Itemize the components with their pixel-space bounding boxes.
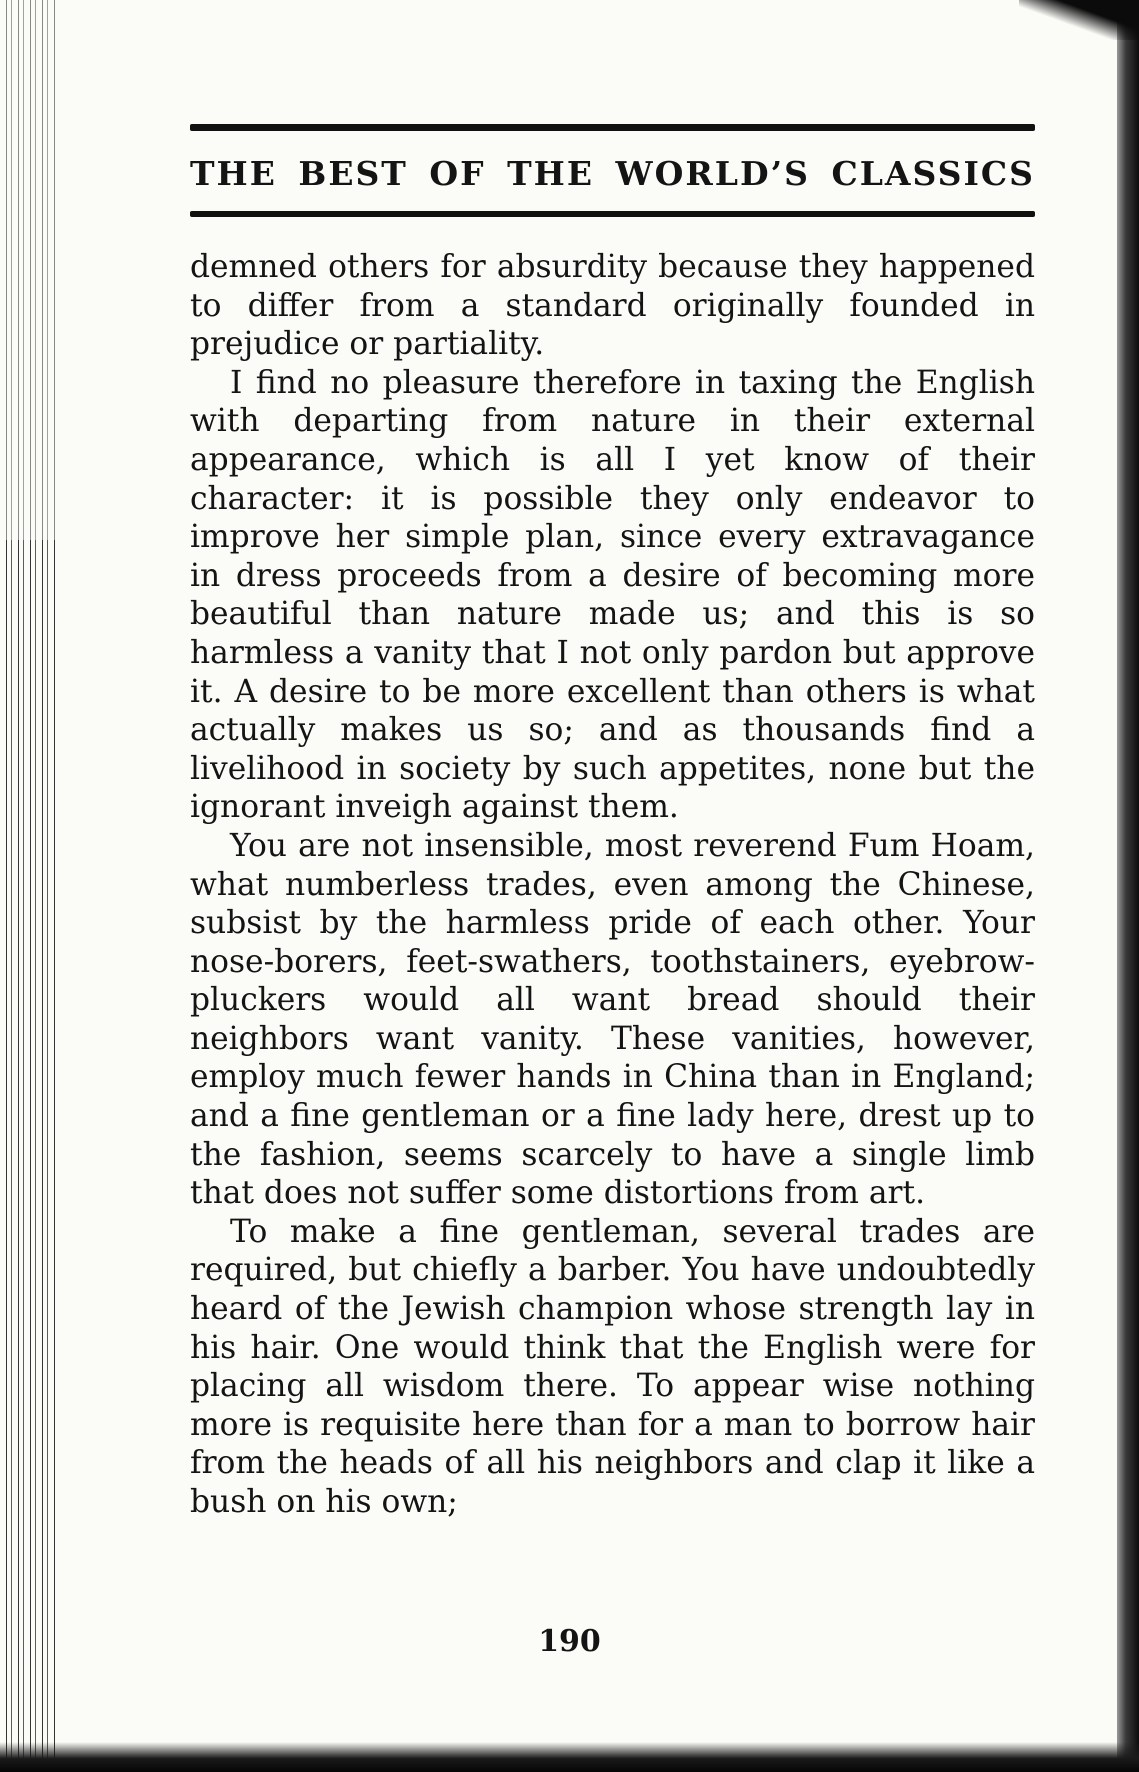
body-text [190,248,1035,1522]
binding-shadow-lower [0,540,58,1772]
page-number: 190 [538,1624,601,1659]
header-rule-top [190,124,1035,131]
paragraph: To make a fine gentleman, several trades are required, but chiefly a barber. You have undoubtedly heard of the Jewish champion whose strength lay in his hair. One would think that the English were for placing all wisdom there. To appear wise nothing more is requisite here than for a man to borrow hair from the heads of all his neighbors and clap it like a bush on his own; [190,1213,1035,1520]
page-edge-bottom [0,1742,1139,1772]
paragraph: I find no pleasure therefore in taxing the English with departing from nature in their external appearance, which is all I yet know of their character: it is possible they only endeavor to improve her simple plan, since every extravagance in dress proceeds from a desire of becoming more beautiful than nature made us; and this is so harmless a vanity that I not only pardon but approve it. A desire to be more excellent than others is what actually makes us so; and as thousands find a livelihood in society by such appetites, none but the ignorant inveigh against them. [190,364,1035,826]
paragraph: You are not insensible, most reverend Fum Hoam, what numberless trades, even among the Chinese, subsist by the harmless pride of each other. Your nose-borers, feet-swathers, toothstainers, eyebrow-pluckers would all want bread should their neighbors want vanity. These vanities, however, employ much fewer hands in China than in England; and a fine gentleman or a fine lady here, drest up to the fashion, seems scarcely to have a single limb that does not suffer some distortions from art. [190,827,1035,1212]
page-corner-top [1019,0,1139,40]
running-head: THE BEST OF THE WORLD’S CLASSICS [190,154,1035,193]
paragraph: demned others for absurdity because they happened to differ from a standard originally founded in prejudice or partiality. [190,249,1035,363]
header-rule-bottom [190,211,1035,217]
page-edge-right [1117,0,1139,1772]
